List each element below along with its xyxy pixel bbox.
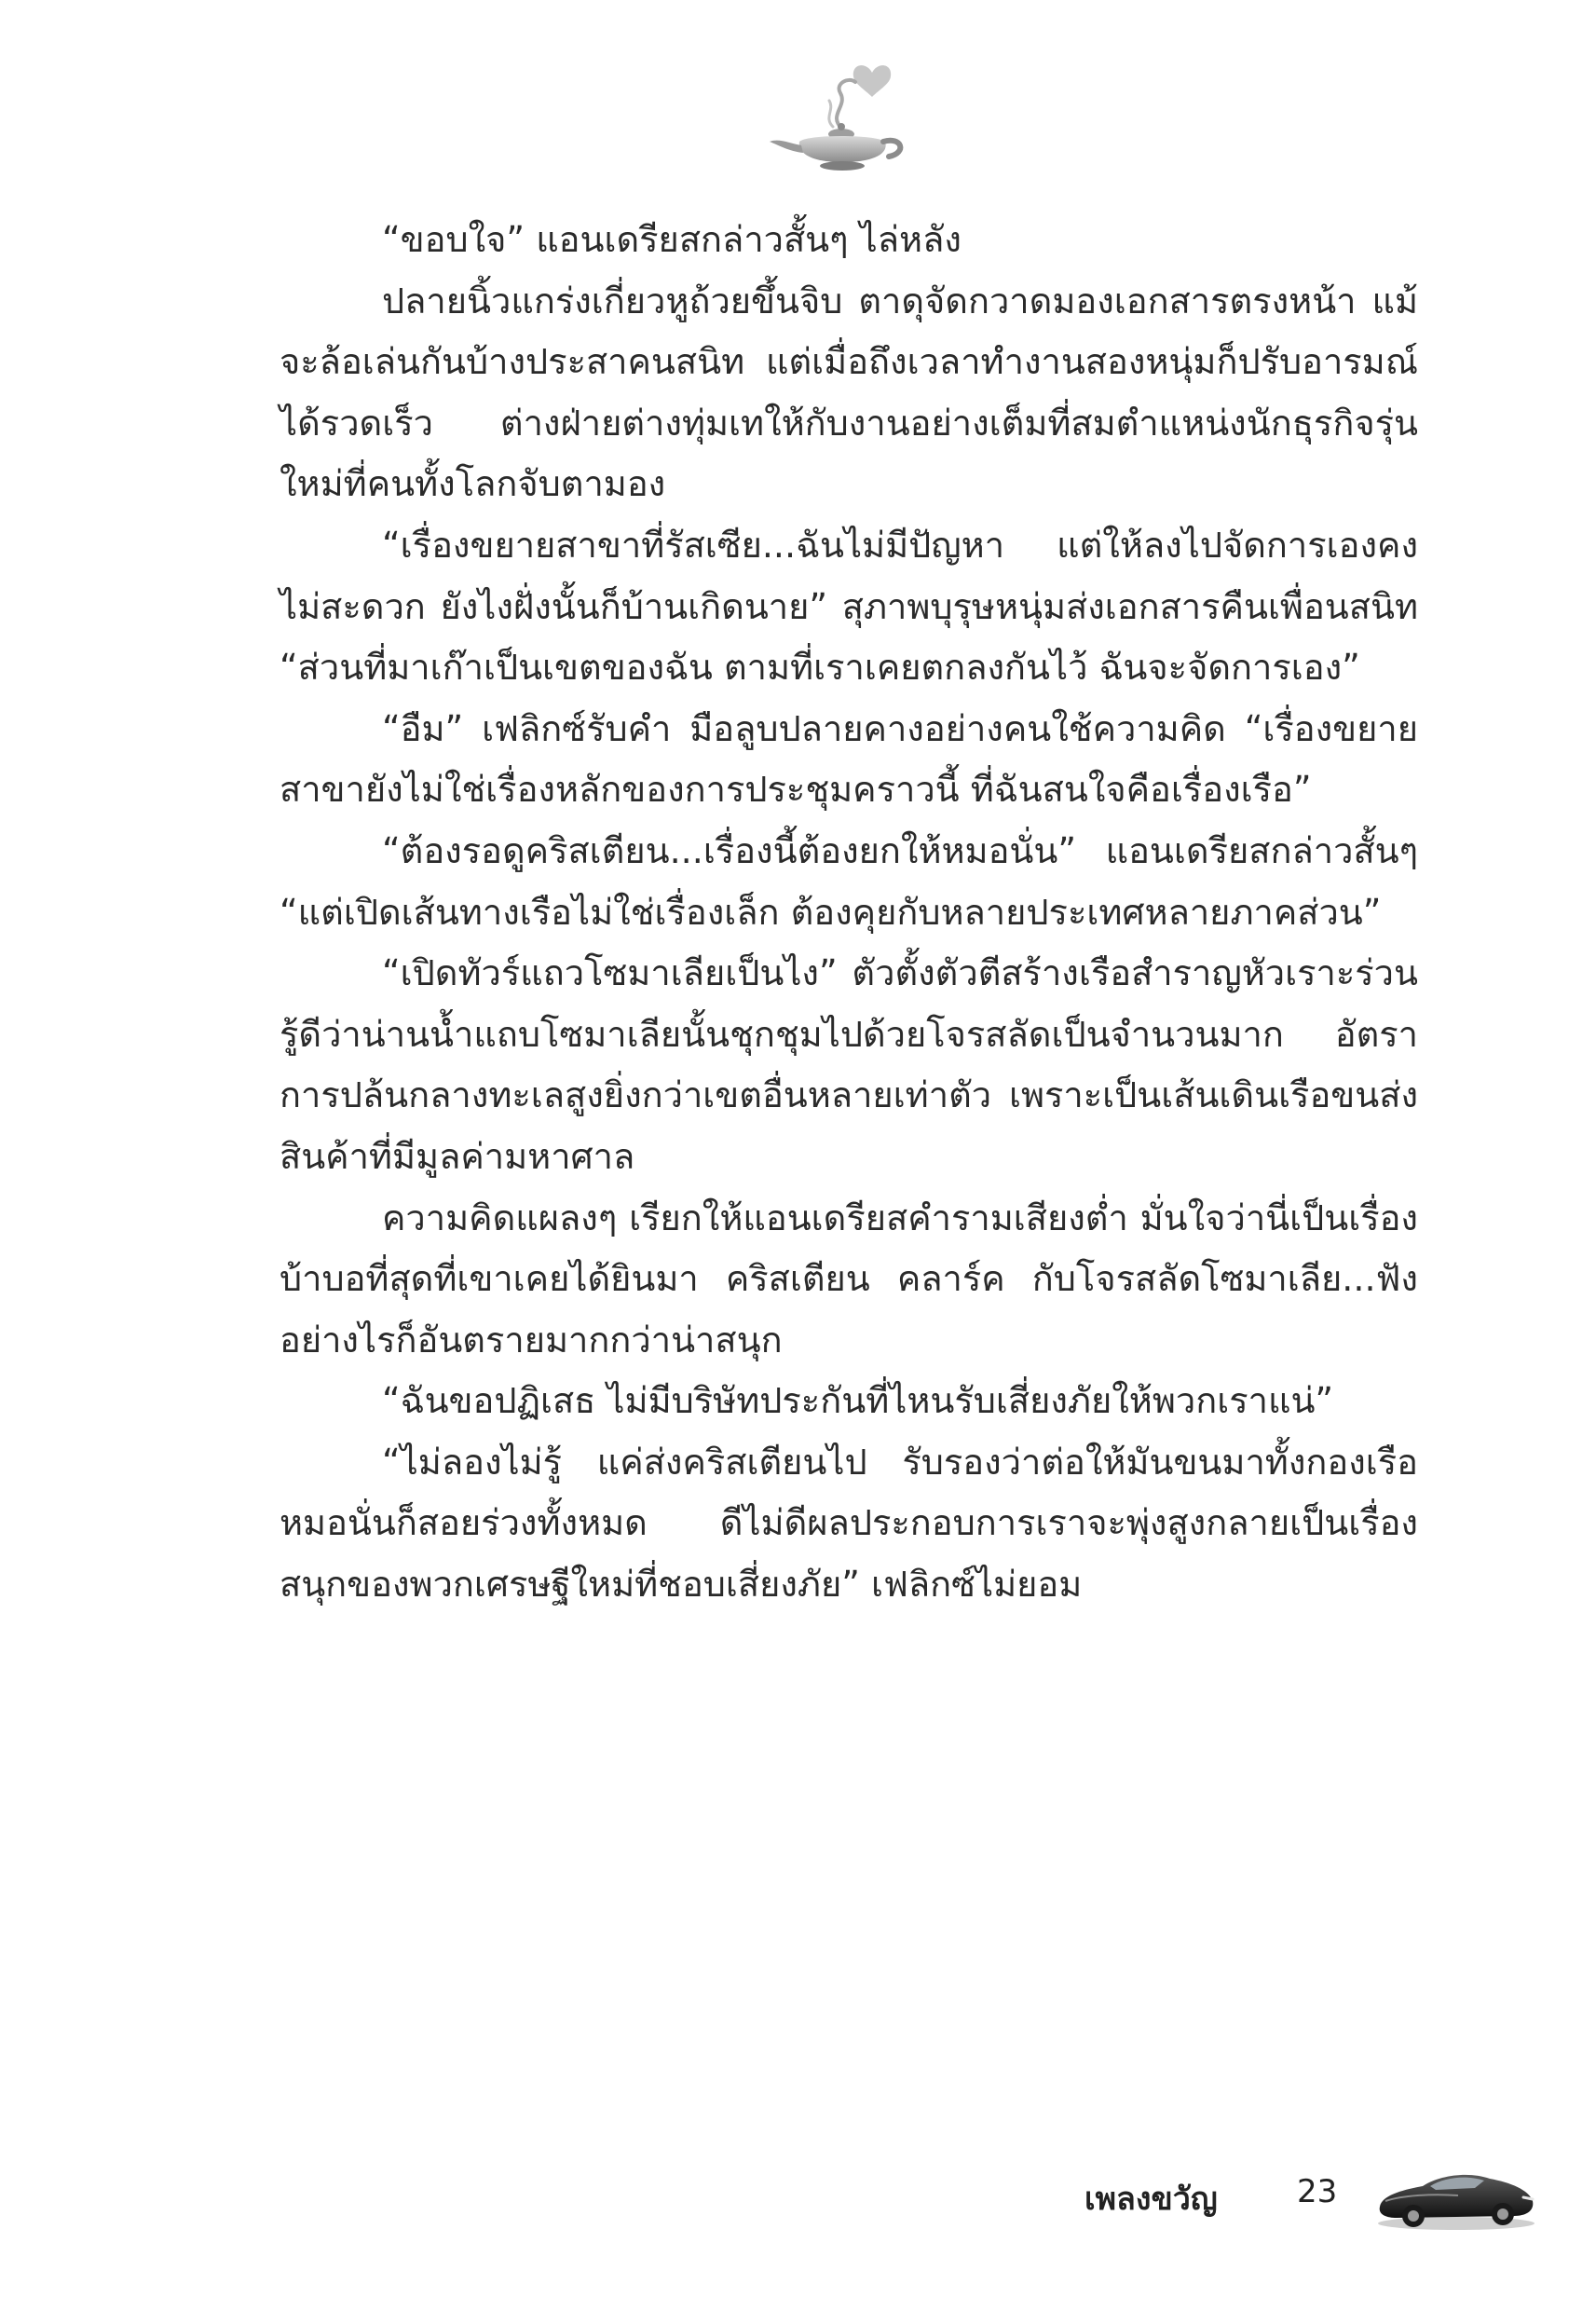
genie-lamp-icon [762, 56, 921, 177]
paragraph: “เรื่องขยายสาขาที่รัสเซีย...ฉันไม่มีปัญหา แต่ให้ลงไปจัดการเองคงไม่สะดวก ยังไงฝั่งนั้นก็บ้านเกิดนาย” สุภาพบุรุษหนุ่มส่งเอกสารคืนเพื่อนสนิท “ส่วนที่มาเก๊าเป็นเขตของฉัน ตามที่เราเคยตกลงกันไว้ ฉันจะจัดการเอง” [280, 524, 1418, 689]
body-text [280, 210, 1418, 1616]
paragraph: “ฉันขอปฏิเสธ ไม่มีบริษัทประกันที่ไหนรับเสี่ยงภัยให้พวกเราแน่” [382, 1380, 1334, 1422]
paragraph: ปลายนิ้วแกร่งเกี่ยวหูถ้วยขึ้นจิบ ตาดุจัดกวาดมองเอกสารตรงหน้า แม้จะล้อเล่นกันบ้างประสาคนสนิท แต่เมื่อถึงเวลาทำงานสองหนุ่มก็ปรับอารมณ์ได้รวดเร็ว ต่างฝ่ายต่างทุ่มเทให้กับงานอย่างเต็มที่สมตำแหน่งนักธุรกิจรุ่นใหม่ที่คนทั้งโลกจับตามอง [280, 280, 1418, 505]
paragraph: “ต้องรอดูคริสเตียน...เรื่องนี้ต้องยกให้หมอนั่น” แอนเดรียสกล่าวสั้นๆ “แต่เปิดเส้นทางเรือไม่ใช่เรื่องเล็ก ต้องคุยกับหลายประเทศหลายภาคส่วน” [280, 829, 1418, 933]
paragraph: “อืม” เฟลิกซ์รับคำ มือลูบปลายคางอย่างคนใช้ความคิด “เรื่องขยายสาขายังไม่ใช่เรื่องหลักของการประชุมคราวนี้ ที่ฉันสนใจคือเรื่องเรือ” [280, 707, 1418, 811]
page-footer [1053, 2153, 1537, 2246]
paragraph: “ไม่ลองไม่รู้ แค่ส่งคริสเตียนไป รับรองว่าต่อให้มันขนมาทั้งกองเรือ หมอนั่นก็สอยร่วงทั้งหมด ดีไม่ดีผลประกอบการเราจะพุ่งสูงกลายเป็นเรื่องสนุกของพวกเศรษฐีใหม่ที่ชอบเสี่ยงภัย” เฟลิกซ์ไม่ยอม [280, 1441, 1418, 1606]
page-number: 23 [1297, 2173, 1338, 2210]
paragraph: “เปิดทัวร์แถวโซมาเลียเป็นไง” ตัวตั้งตัวตีสร้างเรือสำราญหัวเราะร่วน รู้ดีว่าน่านน้ำแถบโซมาเลียนั้นชุกชุมไปด้วยโจรสลัดเป็นจำนวนมาก อัตราการปล้นกลางทะเลสูงยิ่งกว่าเขตอื่นหลายเท่าตัว เพราะเป็นเส้นเดินเรือขนส่งสินค้าที่มีมูลค่ามหาศาล [280, 952, 1418, 1177]
paragraph: “ขอบใจ” แอนเดรียสกล่าวสั้นๆ ไล่หลัง [382, 219, 962, 260]
book-title: เพลงขวัญ [1084, 2181, 1218, 2218]
sports-car-icon [1374, 2158, 1537, 2233]
paragraph: ความคิดแผลงๆ เรียกให้แอนเดรียสคำรามเสียงต่ำ มั่นใจว่านี่เป็นเรื่องบ้าบอที่สุดที่เขาเคยได้ยินมา คริสเตียน คลาร์ค กับโจรสลัดโซมาเลีย...ฟังอย่างไรก็อันตรายมากกว่าน่าสนุก [280, 1197, 1418, 1361]
